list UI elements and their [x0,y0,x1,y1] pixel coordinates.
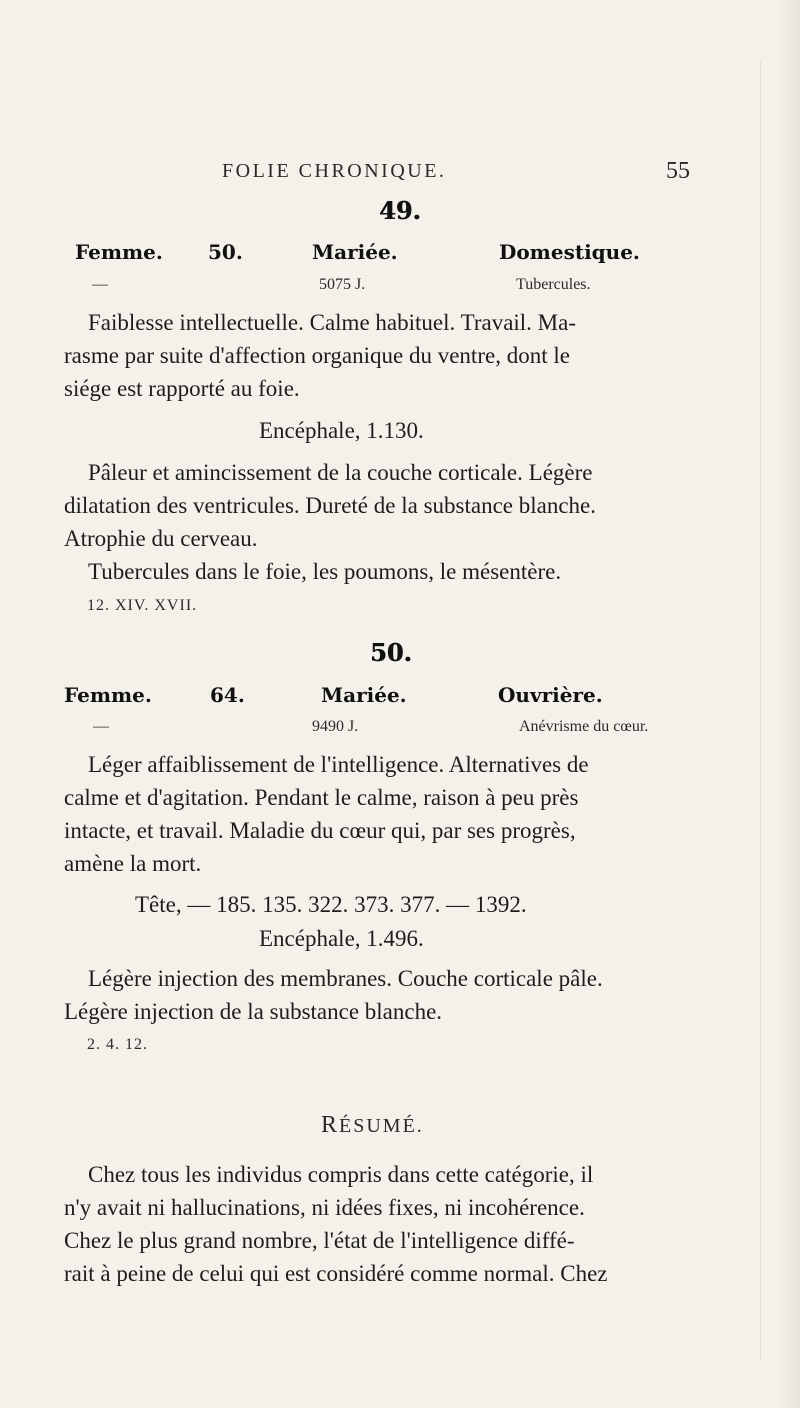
resume-heading-rest: ÉSUMÉ. [339,1115,424,1137]
resume-text-line: Chez le plus grand nombre, l'état de l'intelligence diffé- [64,1228,575,1253]
case50-autopsy-line: Légère injection des membranes. Couche corticale pâle. [88,966,603,991]
case50-references: 2. 4. 12. [87,1036,148,1053]
case49-days: 5075 J. [319,276,366,293]
case49-age: 50. [208,240,243,264]
case49-text-line: siége est rapporté au foie. [64,376,300,401]
resume-text-line: rait à peine de celui qui est considéré comme normal. Chez [64,1261,608,1286]
page-edge-shadow [776,0,800,1408]
case50-text-line: intacte, et travail. Maladie du cœur qui, par ses progrès, [64,818,576,843]
case49-dash: — [92,276,108,293]
case50-text-line: calme et d'agitation. Pendant le calme, raison à peu près [64,785,579,810]
resume-text-line: Chez tous les individus compris dans cette catégorie, il [88,1162,594,1187]
case-number-50: 50. [370,638,412,667]
case49-autopsy-line: dilatation des ventricules. Dureté de la substance blanche. [64,493,596,518]
case49-occupation: Domestique. [499,240,640,264]
case50-autopsy-line: Légère injection de la substance blanche. [64,999,443,1024]
case49-references: 12. XIV. XVII. [87,597,198,614]
case49-autopsy-line: Pâleur et amincissement de la couche corticale. Légère [88,460,593,485]
resume-heading [321,1112,424,1139]
case-number-49: 49. [379,196,421,225]
case50-text-line: amène la mort. [64,851,202,876]
page-number: 55 [666,158,690,184]
case50-encephale: Encéphale, 1.496. [259,926,424,951]
case50-days: 9490 J. [312,718,359,735]
case50-tete-measurements: Tête, — 185. 135. 322. 373. 377. — 1392. [135,892,527,917]
case49-sex: Femme. [75,240,163,264]
case50-age: 64. [210,683,245,707]
case49-autopsy-line: Tubercules dans le foie, les poumons, le mésentère. [88,559,562,584]
resume-heading-initial: R [321,1112,340,1138]
case49-text-line: Faiblesse intellectuelle. Calme habituel. Travail. Ma- [88,310,576,335]
case50-text-line: Léger affaiblissement de l'intelligence. Alternatives de [88,752,589,777]
running-title: FOLIE CHRONIQUE. [222,160,447,182]
page-fold [760,60,761,1360]
case50-cause: Anévrisme du cœur. [519,718,649,735]
case50-dash: — [93,718,109,735]
case50-sex: Femme. [64,683,152,707]
case49-status: Mariée. [312,240,398,264]
case50-occupation: Ouvrière. [498,683,603,707]
case49-cause: Tubercules. [516,276,591,293]
resume-text-line: n'y avait ni hallucinations, ni idées fixes, ni incohérence. [64,1195,585,1220]
case50-status: Mariée. [321,683,407,707]
case49-autopsy-line: Atrophie du cerveau. [64,526,258,551]
case49-encephale: Encéphale, 1.130. [259,418,424,443]
case49-text-line: rasme par suite d'affection organique du ventre, dont le [64,343,570,368]
